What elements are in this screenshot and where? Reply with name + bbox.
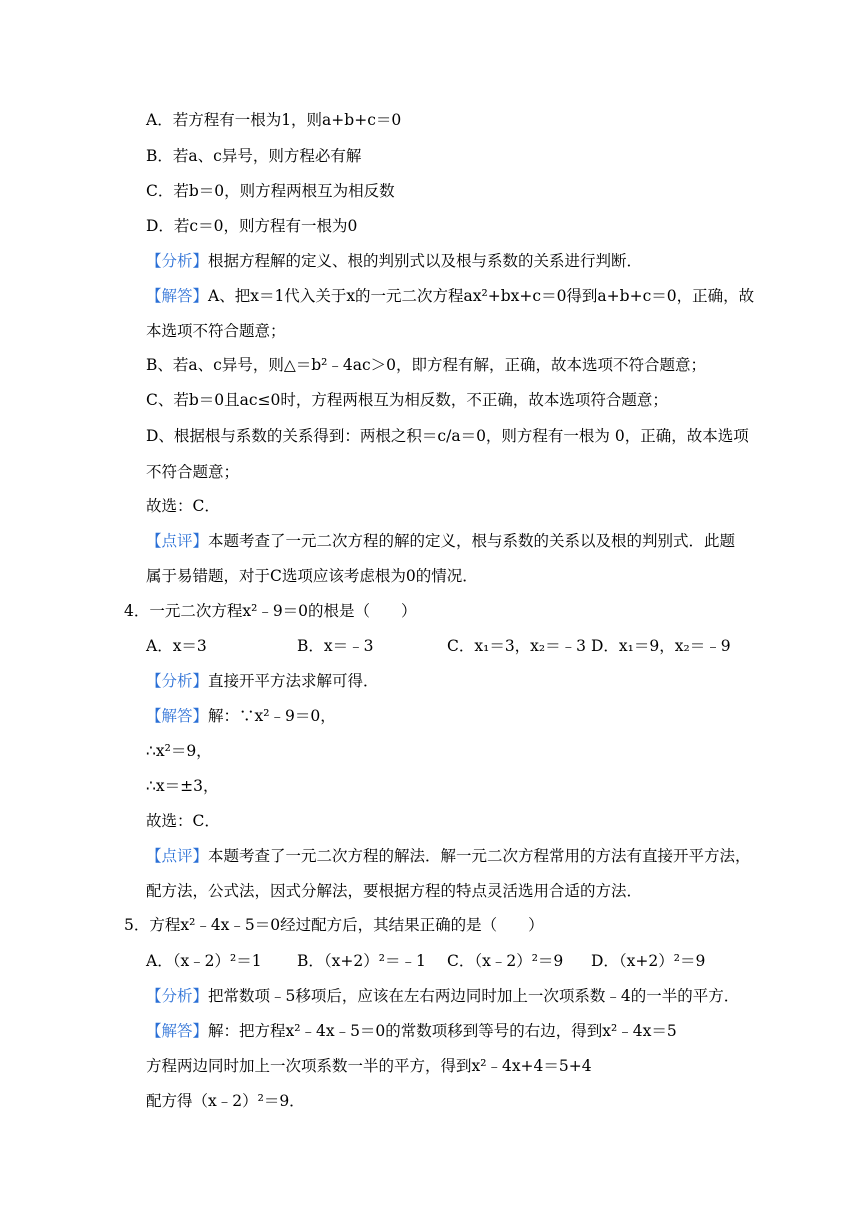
q5-option-b: B．（x+2）²＝﹣1	[297, 952, 426, 970]
q5-option-a: A．（x﹣2）²＝1	[146, 952, 262, 970]
analysis-text: 直接开平方法求解可得．	[208, 672, 379, 690]
q3-answer-line-1	[146, 286, 754, 306]
q5-analysis	[146, 986, 739, 1006]
q3-answer-line-7: 故选：C．	[146, 497, 220, 515]
q4-answer-line-3: ∴x＝±3，	[146, 777, 219, 795]
analysis-tag: 【分析】	[146, 672, 209, 690]
q4-comment-line-2: 配方法，公式法，因式分解法，要根据方程的特点灵活选用合适的方法．	[146, 882, 643, 900]
q4-answer-line-4: 故选：C．	[146, 812, 220, 830]
answer-tag: 【解答】	[146, 707, 209, 725]
q5-answer-line-1	[146, 1021, 677, 1041]
q4-option-b: B．x＝﹣3	[297, 637, 374, 655]
q4-stem: 4．一元二次方程x²﹣9＝0的根是（ ）	[124, 602, 417, 620]
comment-tag: 【点评】	[146, 532, 209, 550]
q5-answer-line-3: 配方得（x﹣2）²＝9．	[146, 1092, 305, 1110]
q3-option-b: B．若a、c异号，则方程必有解	[146, 147, 362, 165]
q4-comment-line-1	[146, 846, 751, 866]
q3-answer-line-5: D、根据根与系数的关系得到：两根之积＝c/a＝0，则方程有一根为 0，正确，故本选项	[146, 427, 749, 445]
q3-analysis	[146, 251, 642, 271]
comment-text: 本题考查了一元二次方程的解的定义，根与系数的关系以及根的判别式．此题	[208, 532, 736, 550]
q3-answer-line-6: 不符合题意；	[146, 463, 240, 481]
q5-option-c: C．（x﹣2）²＝9	[447, 952, 564, 970]
q4-analysis	[146, 671, 379, 691]
q4-answer-line-1	[146, 706, 336, 726]
q5-answer-line-2: 方程两边同时加上一次项系数一半的平方，得到x²﹣4x+4＝5+4	[146, 1057, 592, 1075]
q4-option-a: A．x＝3	[146, 637, 207, 655]
answer-text: A、把x＝1代入关于x的一元二次方程ax²+bx+c＝0得到a+b+c＝0，正确，故	[208, 287, 755, 305]
analysis-tag: 【分析】	[146, 987, 209, 1005]
answer-tag: 【解答】	[146, 1022, 209, 1040]
q5-option-d: D．（x+2）²＝9	[591, 952, 706, 970]
q4-option-d: D．x₁＝9，x₂＝﹣9	[591, 637, 731, 655]
q3-answer-line-3: B、若a、c异号，则△＝b²﹣4ac＞0，即方程有解，正确，故本选项不符合题意；	[146, 356, 707, 374]
comment-text: 本题考查了一元二次方程的解法．解一元二次方程常用的方法有直接开平方法，	[208, 847, 751, 865]
answer-text: 解：∵x²﹣9＝0，	[208, 707, 336, 725]
q4-option-c: C．x₁＝3，x₂＝﹣3	[447, 637, 586, 655]
q5-stem: 5．方程x²﹣4x﹣5＝0经过配方后，其结果正确的是（ ）	[124, 916, 544, 934]
q3-option-d: D．若c＝0，则方程有一根为0	[146, 217, 358, 235]
q4-answer-line-2: ∴x²＝9，	[146, 742, 212, 760]
q3-answer-line-4: C、若b＝0且ac≤0时，方程两根互为相反数，不正确，故本选项符合题意；	[146, 391, 668, 409]
q3-option-a: A．若方程有一根为1，则a+b+c＝0	[146, 111, 402, 129]
answer-tag: 【解答】	[146, 287, 209, 305]
q3-comment-line-2: 属于易错题，对于C选项应该考虑根为0的情况．	[146, 567, 478, 585]
comment-tag: 【点评】	[146, 847, 209, 865]
q3-option-c: C．若b＝0，则方程两根互为相反数	[146, 182, 395, 200]
q3-comment-line-1	[146, 531, 735, 551]
q3-answer-line-2: 本选项不符合题意；	[146, 322, 286, 340]
analysis-tag: 【分析】	[146, 252, 209, 270]
answer-text: 解：把方程x²﹣4x﹣5＝0的常数项移到等号的右边，得到x²﹣4x＝5	[208, 1022, 677, 1040]
analysis-text: 把常数项﹣5移项后，应该在左右两边同时加上一次项系数﹣4的一半的平方．	[208, 987, 740, 1005]
analysis-text: 根据方程解的定义、根的判别式以及根与系数的关系进行判断．	[208, 252, 643, 270]
